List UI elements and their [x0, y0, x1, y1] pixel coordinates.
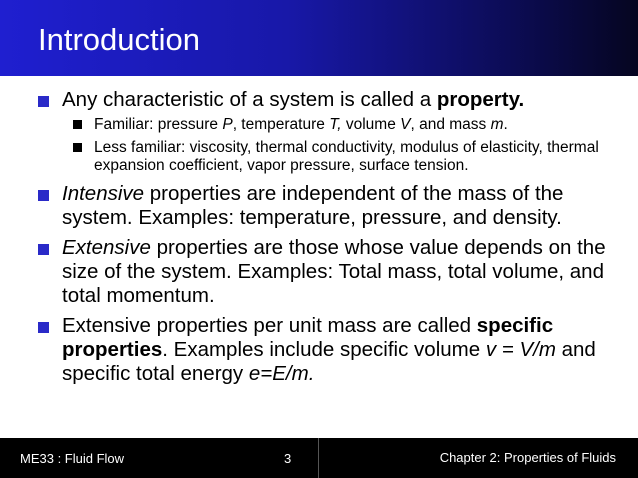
text-run: properties are those whose value depends on the size of the system. Examples: Total mass, total volume, and total momentum.	[62, 236, 606, 307]
bullet-text	[62, 236, 606, 307]
slide-footer	[0, 438, 638, 478]
square-bullet-icon	[73, 120, 82, 129]
square-bullet-icon	[38, 322, 49, 333]
bullet-text	[94, 116, 508, 133]
text-run: T,	[329, 116, 342, 133]
bullet-text	[62, 88, 524, 111]
bullet-text	[94, 139, 599, 174]
sub-bullet-less-familiar	[0, 139, 638, 175]
footer-chapter: Chapter 2: Properties of Fluids	[439, 450, 616, 465]
bullet-text	[62, 314, 596, 385]
text-run: P	[222, 116, 233, 133]
slide-content	[0, 88, 638, 392]
footer-divider	[318, 438, 319, 478]
text-run: Intensive	[62, 182, 145, 205]
text-run: V	[400, 116, 411, 133]
text-run: properties are independent of the mass of the system. Examples: temperature, pressure, and density.	[62, 182, 564, 229]
text-run: Familiar: pressure	[94, 116, 223, 133]
sub-bullet-familiar	[0, 116, 638, 134]
text-run: property.	[436, 88, 525, 111]
text-run: volume	[341, 116, 401, 133]
text-run: and specific total energy	[62, 338, 596, 385]
square-bullet-icon	[38, 190, 49, 201]
text-run: v = V/m	[485, 338, 556, 361]
text-run: e=E/m.	[248, 362, 315, 385]
text-run: m	[490, 116, 504, 133]
square-bullet-icon	[38, 96, 49, 107]
text-run: . Examples include specific volume	[162, 338, 486, 361]
text-run: Any characteristic of a system is called a	[62, 88, 437, 111]
bullet-intensive	[0, 182, 638, 230]
bullet-specific-properties	[0, 314, 638, 386]
square-bullet-icon	[73, 143, 82, 152]
slide-title: Introduction	[38, 22, 200, 57]
bullet-text	[62, 182, 563, 229]
footer-page-number: 3	[284, 451, 292, 466]
bullet-property-definition	[0, 88, 638, 112]
square-bullet-icon	[38, 244, 49, 255]
text-run: , and mass	[410, 116, 491, 133]
bullet-extensive	[0, 236, 638, 308]
text-run: .	[503, 116, 508, 133]
text-run: Extensive properties per unit mass are called	[62, 314, 477, 337]
text-run: , temperature	[232, 116, 330, 133]
text-run: Extensive	[62, 236, 151, 259]
text-run: Less familiar: viscosity, thermal conductivity, modulus of elasticity, thermal expansion coefficient, vapor pressure, surface tension.	[94, 139, 599, 174]
footer-course: ME33 : Fluid Flow	[20, 451, 125, 466]
slide-header	[0, 0, 638, 76]
text-run: specific properties	[62, 314, 554, 361]
